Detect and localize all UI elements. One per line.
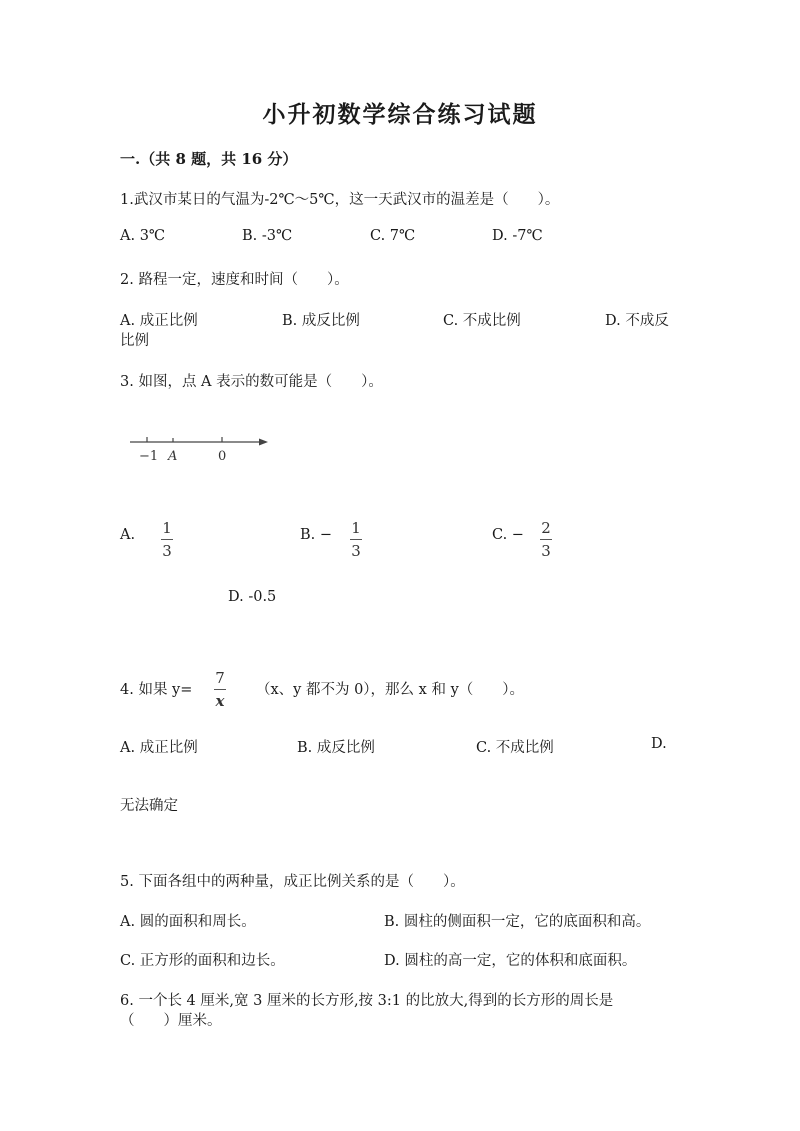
question-4-option-b: B. 成反比例: [297, 740, 375, 756]
question-5-option-a: A. 圆的面积和周长。: [120, 914, 256, 930]
question-5-option-b: B. 圆柱的侧面积一定，它的底面积和高。: [384, 914, 651, 930]
question-5-option-c: C. 正方形的面积和边长。: [120, 953, 285, 969]
question-6-stem-continued: （ ）厘米。: [120, 1013, 222, 1029]
fraction-bar: [350, 539, 362, 540]
question-4-option-c: C. 不成比例: [476, 740, 554, 756]
question-4-option-d: D.: [651, 736, 667, 752]
fraction-bar: [161, 539, 173, 540]
question-2-option-d-continued: 比例: [120, 333, 149, 349]
denominator: 3: [162, 542, 172, 560]
label-neg1: −1: [139, 449, 159, 464]
question-2-option-c: C. 不成比例: [443, 313, 521, 329]
question-3-option-b-fraction: [350, 519, 362, 560]
question-2-option-d: D. 不成反: [605, 313, 669, 329]
number-line-arrow: [259, 439, 268, 446]
question-3-option-c-fraction: [540, 519, 552, 560]
denominator: x: [215, 692, 225, 710]
fraction-bar: [540, 539, 552, 540]
denominator: 3: [541, 542, 551, 560]
question-3-option-c-label: C. −: [492, 527, 524, 543]
question-4-option-a: A. 成正比例: [120, 740, 198, 756]
question-2-stem: 2. 路程一定，速度和时间（ ）。: [120, 272, 349, 288]
section-heading: 一.（共 8 题，共 16 分）: [120, 150, 298, 168]
question-2-option-a: A. 成正比例: [120, 313, 198, 329]
question-5-stem: 5. 下面各组中的两种量，成正比例关系的是（ ）。: [120, 874, 465, 890]
page-title: 小升初数学综合练习试题: [262, 101, 538, 128]
label-zero: 0: [218, 449, 227, 464]
numerator: 2: [541, 519, 551, 537]
question-1-option-d: D. -7℃: [492, 228, 543, 244]
numerator: 1: [351, 519, 361, 537]
question-3-option-a-fraction: [161, 519, 173, 560]
question-1-option-a: A. 3℃: [120, 228, 166, 244]
numerator: 7: [215, 669, 225, 687]
question-6-stem: 6. 一个长 4 厘米,宽 3 厘米的长方形,按 3:1 的比放大,得到的长方形的周长是: [120, 993, 614, 1009]
question-5-option-d: D. 圆柱的高一定，它的体积和底面积。: [384, 953, 637, 969]
question-3-stem: 3. 如图，点 A 表示的数可能是（ ）。: [120, 374, 383, 390]
numerator: 1: [162, 519, 172, 537]
fraction-bar: [214, 689, 226, 690]
label-a: A: [168, 449, 178, 464]
number-line-figure: [125, 428, 275, 468]
question-4-stem-end: （x、y 都不为 0），那么 x 和 y（ ）。: [256, 682, 525, 698]
question-2-option-b: B. 成反比例: [282, 313, 360, 329]
question-1-option-b: B. -3℃: [242, 228, 293, 244]
question-4-option-d-continued: 无法确定: [120, 798, 178, 814]
question-4-stem-start: 4. 如果 y=: [120, 682, 193, 698]
question-3-option-b-label: B. −: [300, 527, 333, 543]
question-3-option-d: D. -0.5: [228, 589, 277, 605]
question-4-fraction: [214, 669, 226, 710]
denominator: 3: [351, 542, 361, 560]
question-1-stem: 1.武汉市某日的气温为-2℃～5℃，这一天武汉市的温差是（ ）。: [120, 192, 560, 208]
question-1-option-c: C. 7℃: [370, 228, 416, 244]
question-3-option-a-label: A.: [120, 527, 136, 543]
